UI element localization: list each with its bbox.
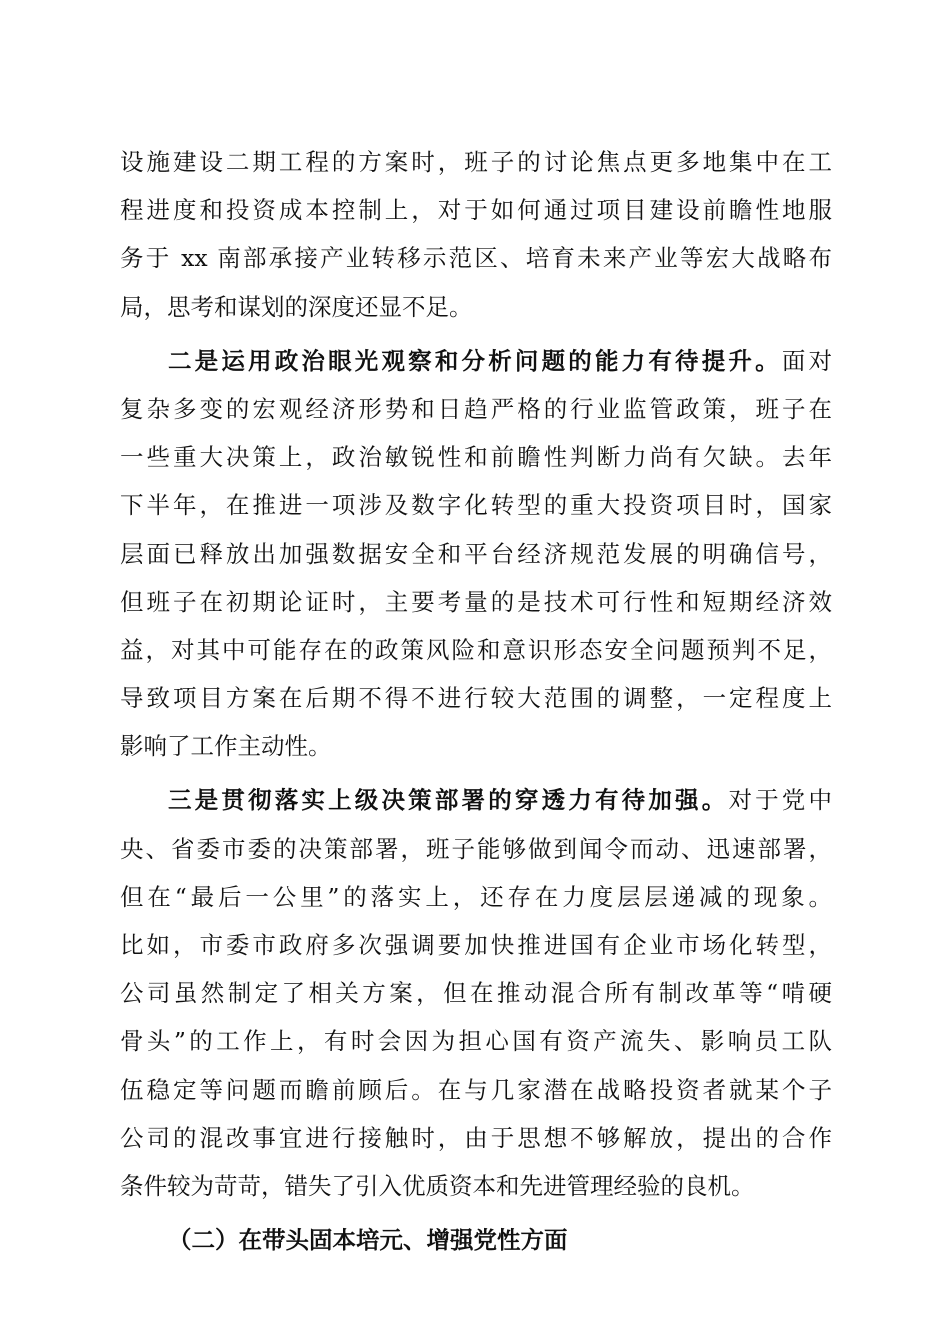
text-line: 一些重大决策上，政治敏锐性和前瞻性判断力尚有欠缺。去年 [120,443,832,472]
text-line: 条件较为苛苛，错失了引入优质资本和先进管理经验的良机。 [120,1171,755,1200]
paragraph-lead: 三是贯彻落实上级决策部署的穿透力有待加强。 [168,786,729,815]
text-line: 局，思考和谋划的深度还显不足。 [120,292,473,321]
paragraph-lead: 二是运用政治眼光观察和分析问题的能力有待提升。 [168,346,782,375]
text-line: 益，对其中可能存在的政策风险和意识形态安全问题预判不足， [120,635,832,664]
text-line: 公司的混改事宜进行接触时，由于思想不够解放，提出的合作 [120,1123,832,1152]
text-line: 但在“最后一公里”的落实上，还存在力度层层递减的现象。 [120,882,832,911]
document-body [120,138,832,1264]
text-line: 但班子在初期论证时，主要考量的是技术可行性和短期经济效 [120,587,832,616]
text-line: 三是贯彻落实上级决策部署的穿透力有待加强。对于党中 [168,786,832,815]
text-line: 伍稳定等问题而瞻前顾后。在与几家潜在战略投资者就某个子 [120,1075,832,1104]
text-line: 下半年，在推进一项涉及数字化转型的重大投资项目时，国家 [120,491,832,520]
text-line: 公司虽然制定了相关方案，但在推动混合所有制改革等“啃硬 [120,979,832,1008]
paragraph-political-vision [120,337,832,771]
section-heading: （二）在带头固本培元、增强党性方面 [168,1226,568,1255]
text-line: 务于 xx 南部承接产业转移示范区、培育未来产业等宏大战略布 [120,244,832,273]
paragraph-continuation [120,138,832,331]
text-line: 复杂多变的宏观经济形势和日趋严格的行业监管政策，班子在 [120,394,832,423]
text-line: 设施建设二期工程的方案时，班子的讨论焦点更多地集中在工 [120,148,832,176]
paragraph-implementation [120,776,832,1210]
text-line: 二是运用政治眼光观察和分析问题的能力有待提升。面对 [168,346,832,375]
text-line: 导致项目方案在后期不得不进行较大范围的调整，一定程度上 [120,684,832,713]
text-line: 影响了工作主动性。 [120,732,332,761]
text-line: 程进度和投资成本控制上，对于如何通过项目建设前瞻性地服 [120,196,832,225]
text-line: 骨头”的工作上，有时会因为担心国有资产流失、影响员工队 [120,1027,832,1056]
text-line: 比如，市委市政府多次强调要加快推进国有企业市场化转型， [120,931,832,959]
text-line: 央、省委市委的决策部署，班子能够做到闻令而动、迅速部署， [120,834,832,863]
text-line: 层面已释放出加强数据安全和平台经济规范发展的明确信号， [120,539,832,568]
